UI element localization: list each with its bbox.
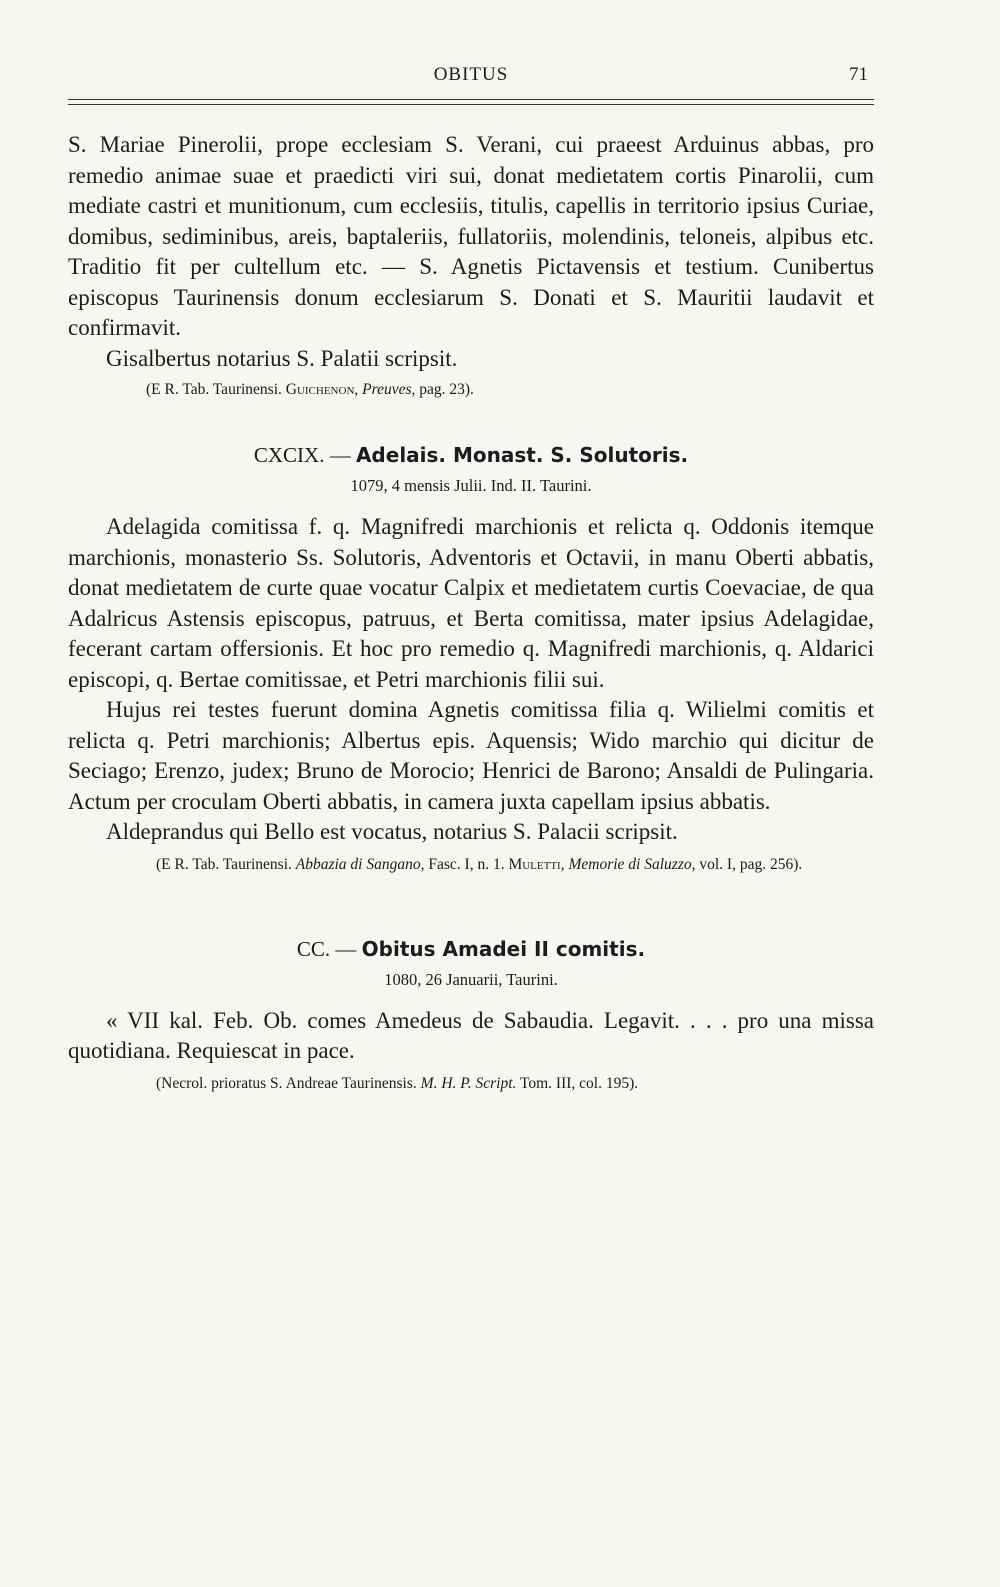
source-author: Guichenon <box>285 381 355 398</box>
document-number: CC. — <box>296 936 362 961</box>
source-title: Abbazia di Sangano <box>295 855 421 873</box>
document-source-note: (Necrol. prioratus S. Andreae Taurinensis. M. H. P. Script. Tom. III, col. 195). <box>156 1074 639 1092</box>
source-title: Preuves <box>362 381 412 398</box>
document-title: Obitus Amadei II comitis. <box>361 936 646 961</box>
header-rule-top <box>68 99 874 100</box>
source-author: Muletti <box>508 855 561 873</box>
running-title: OBITUS <box>433 64 509 85</box>
document-paragraph: Adelagida comitissa f. q. Magnifredi marchionis et relicta q. Oddonis itemque marchionis, monasterio Ss. Solutoris, Adventoris et Octavii, in manu Oberti abbatis, donat medietatem de curte quae vocatur Calpix et medietatem curtis Coevaciae, de qua Adalricus Astensis episcopus, patruus, et Berta comitissa, mater ipsius Adelagidae, fecerant cartam offersionis. Et hoc pro remedio q. Magnifredi marchionis, q. Aldarici episcopi, q. Bertae comitissae, et Petri marchionis filii sui. <box>68 514 874 692</box>
document-heading <box>68 443 874 468</box>
document-date: 1080, 26 Januarii, Taurini. <box>384 969 558 989</box>
document-cxcix <box>68 443 874 877</box>
document-heading <box>68 937 874 962</box>
body-text <box>68 130 874 1096</box>
page-header <box>68 64 874 94</box>
page-number: 71 <box>849 64 868 85</box>
document-paragraph-witnesses: Hujus rei testes fuerunt domina Agnetis comitissa filia q. Wilielmi comitis et relicta q. Petri marchionis; Albertus epis. Aquensis; Wido marchio qui dicitur de Seciago; Erenzo, judex; Bruno de Morocio; Henrici de Barono; Ansaldi de Pulingaria. Actum per croculam Oberti abbatis, in camera juxta capellam ipsius abbatis. <box>68 697 874 814</box>
document-notary: Aldeprandus qui Bello est vocatus, notarius S. Palacii scripsit. <box>106 819 678 844</box>
intro-source-note: (E R. Tab. Taurinensi. Guichenon, Preuves, pag. 23). <box>146 381 474 398</box>
source-title: M. H. P. Script. <box>420 1074 517 1092</box>
document-paragraph: « VII kal. Feb. Ob. comes Amedeus de Sabaudia. Legavit. . . . pro una missa quotidiana. Requiescat in pace. <box>68 1007 874 1063</box>
intro-paragraph: S. Mariae Pinerolii, prope ecclesiam S. Verani, cui praeest Arduinus abbas, pro remedio animae suae et praedicti viri sui, donat medietatem cortis Pinarolii, cum mediate castri et munitionum, cum ecclesiis, titulis, capellis in territorio ipsius Curiae, domibus, sediminibus, areis, baptaleriis, fullatoriis, molendinis, teloneis, alpibus etc. Traditio fit per cultellum etc. — S. Agnetis Pictavensis et testium. Cunibertus episcopus Taurinensis donum ecclesiarum S. Donati et S. Mauritii laudavit et confirmavit. <box>68 132 874 340</box>
source-title: Memorie di Saluzzo <box>568 855 692 873</box>
intro-notary: Gisalbertus notarius S. Palatii scripsit. <box>106 345 458 371</box>
document-source-note: (E R. Tab. Taurinensi. Abbazia di Sangano, Fasc. I, n. 1. Muletti, Memorie di Saluzzo, vol. I, pag. 256). <box>156 855 803 873</box>
document-date: 1079, 4 mensis Julii. Ind. II. Taurini. <box>350 476 592 495</box>
header-rule-bottom <box>68 104 874 105</box>
document-number: CXCIX. — <box>253 443 356 467</box>
document-title: Adelais. Monast. S. Solutoris. <box>355 443 689 467</box>
document-cc <box>68 937 874 1096</box>
